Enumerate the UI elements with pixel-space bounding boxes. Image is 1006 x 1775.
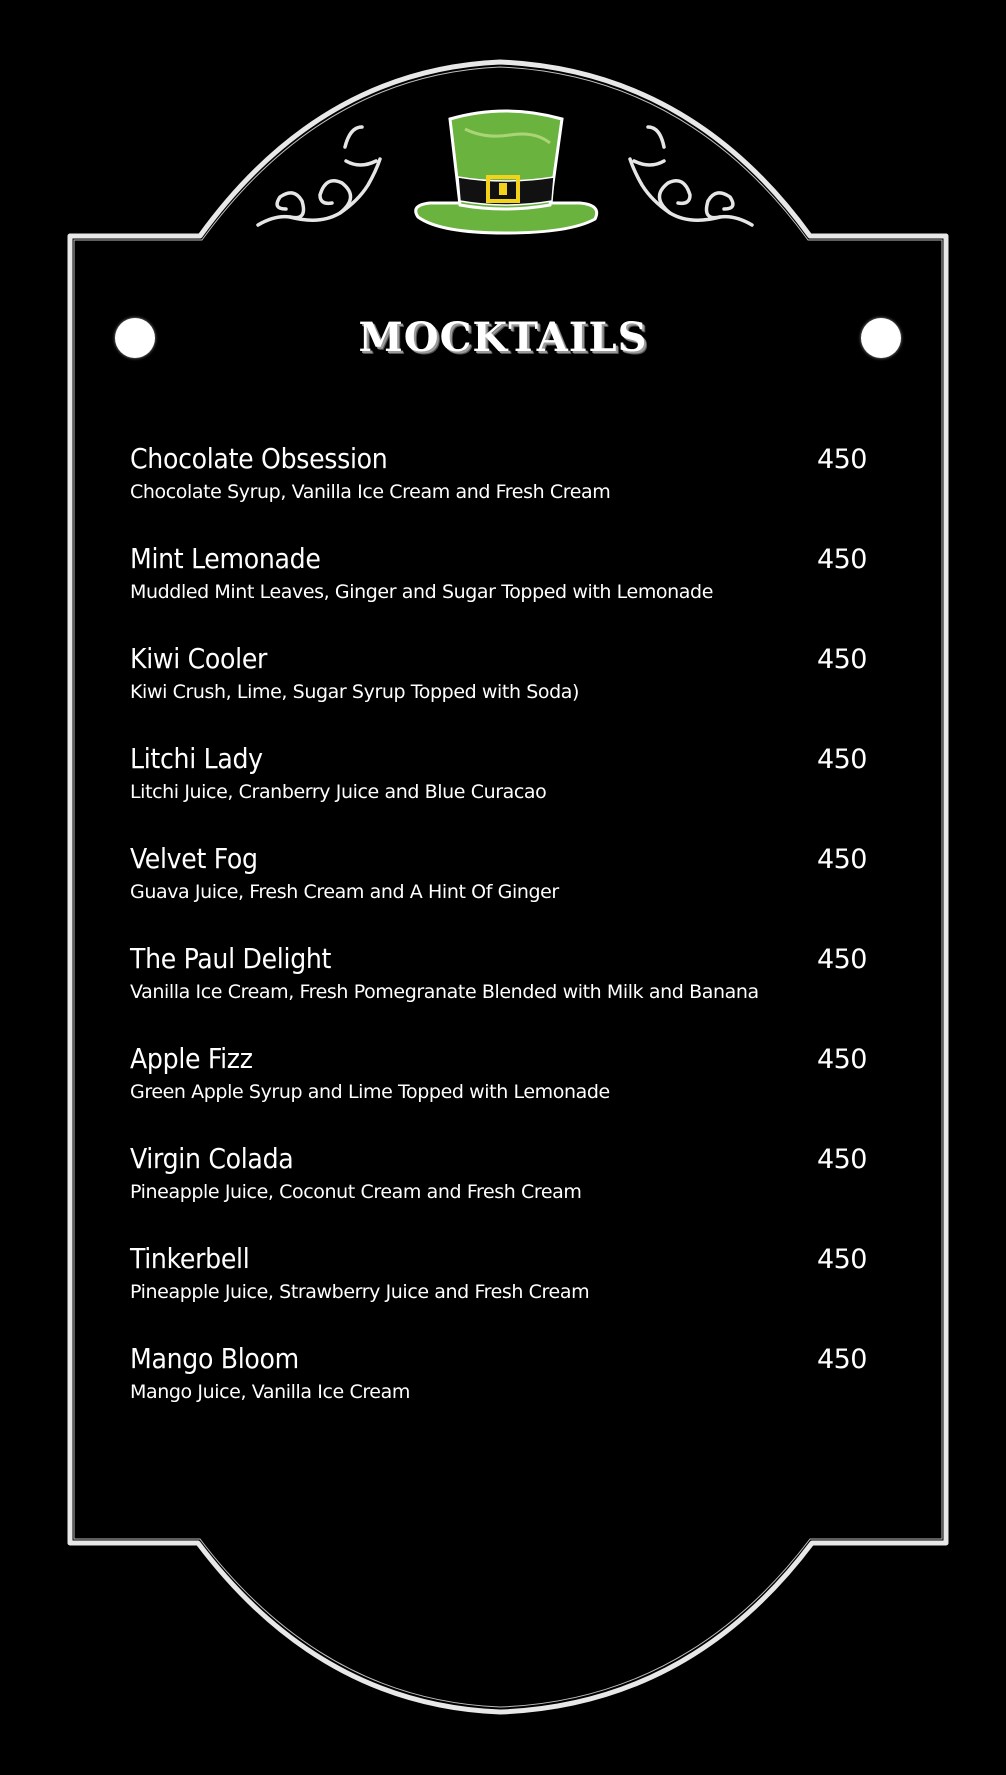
item-name: Mint Lemonade (130, 542, 321, 575)
menu-list (130, 442, 870, 1442)
item-description: Guava Juice, Fresh Cream and A Hint Of Ginger (130, 881, 559, 903)
item-description: Muddled Mint Leaves, Ginger and Sugar Topped with Lemonade (130, 581, 713, 603)
item-price: 450 (816, 1244, 867, 1275)
menu-title: MOCKTAILS (358, 314, 648, 361)
item-description: Pineapple Juice, Coconut Cream and Fresh Cream (130, 1181, 582, 1203)
item-description: Chocolate Syrup, Vanilla Ice Cream and Fresh Cream (130, 481, 611, 503)
item-price: 450 (816, 1144, 867, 1175)
item-price: 450 (816, 944, 867, 975)
item-description: Pineapple Juice, Strawberry Juice and Fresh Cream (130, 1281, 590, 1303)
menu-item (130, 942, 870, 1042)
item-price: 450 (816, 544, 867, 575)
item-name: Kiwi Cooler (130, 642, 268, 675)
menu-item (130, 1142, 870, 1242)
item-name: Litchi Lady (130, 742, 263, 775)
item-description: Mango Juice, Vanilla Ice Cream (130, 1381, 410, 1403)
item-price: 450 (816, 844, 867, 875)
menu-item (130, 742, 870, 842)
menu-item (130, 542, 870, 642)
item-name: Velvet Fog (130, 842, 258, 875)
item-description: Kiwi Crush, Lime, Sugar Syrup Topped with Soda) (130, 681, 580, 703)
item-description: Green Apple Syrup and Lime Topped with Lemonade (130, 1081, 610, 1103)
menu-item (130, 442, 870, 542)
menu-item (130, 1042, 870, 1142)
item-price: 450 (816, 444, 867, 475)
item-price: 450 (816, 644, 867, 675)
item-name: Tinkerbell (130, 1242, 250, 1275)
menu-item (130, 642, 870, 742)
menu-item (130, 1342, 870, 1442)
leprechaun-hat-icon (250, 105, 760, 250)
item-name: The Paul Delight (130, 942, 332, 975)
item-price: 450 (816, 744, 867, 775)
item-description: Vanilla Ice Cream, Fresh Pomegranate Blended with Milk and Banana (130, 981, 759, 1003)
item-name: Virgin Colada (130, 1142, 294, 1175)
item-name: Chocolate Obsession (130, 442, 388, 475)
item-name: Mango Bloom (130, 1342, 299, 1375)
item-price: 450 (816, 1044, 867, 1075)
item-name: Apple Fizz (130, 1042, 253, 1075)
item-price: 450 (816, 1344, 867, 1375)
menu-item (130, 1242, 870, 1342)
item-description: Litchi Juice, Cranberry Juice and Blue Curacao (130, 781, 547, 803)
menu-item (130, 842, 870, 942)
